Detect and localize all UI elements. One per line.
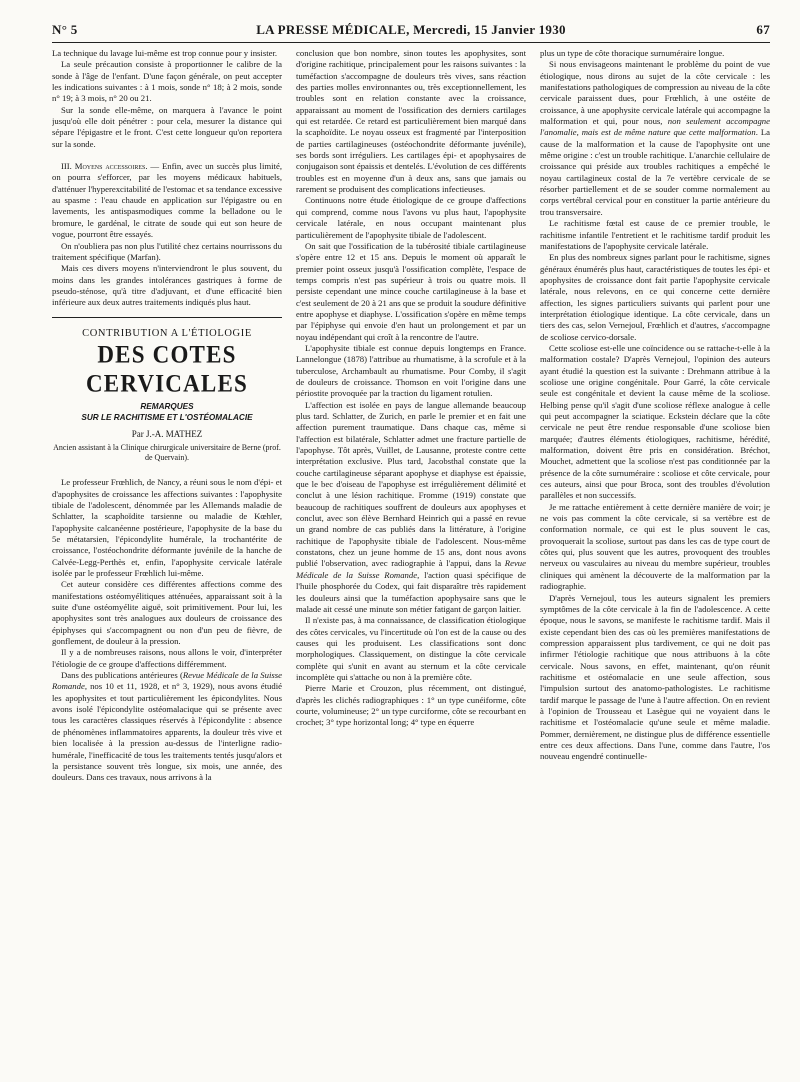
article-subtitle: SUR LE RACHITISME ET L'OSTÉOMALACIE — [81, 412, 253, 422]
paragraph: Cette scoliose est-elle une coïncidence ou se rattache-t-elle à la malformation costale? D'après Vernejoul, l'opinion des auteurs ayant étudié la question est la suivante : Drehmann attribue à la scoliose une origine congénitale. Pour Garré, la côte cervicale seule est congénitale et devient la cause même de la scoliose. Helbing pense qu'il s'agit d'une scoliose réflexe analogue à celle qui peut accompagner la sciatique. Eckstein déclare que la côte cervicale ne peut être rendue responsable d'une scoliose bien marquée; d'autres éléments étiologiques, rachitisme, hérédité, malformation, doivent être pris en considération. Bréchot, Mouchet, admettent que la scoliose n'est pas conditionnée par la présence de la côte surnuméraire : scoliose et côte cervicale, pour ces auteurs, ainsi que pour Broca, sont des troubles d'évolution parallèles et non successifs. — [540, 342, 770, 501]
article-subtitle: REMARQUES — [140, 401, 194, 411]
paragraph — [52, 161, 282, 240]
paragraph: conclusion que bon nombre, sinon toutes les apophysites, sont d'origine rachitique, principalement pour les raisons suivantes : la tuméfaction s'accompagne de douleurs très vives, sans réaction des parties molles environnantes ou, très exceptionnellement, les troubles sont en relation constante avec la croissance, apparaissant au moment de l'ossification des derniers cartilages qui est retardée. Ce retard est particulièrement bien marqué dans la scaphoïdite. Le noyau osseux est fragmenté par l'interposition de parties cartilagineuses (ostéochondrite déformante juvénile), ses bords sont irréguliers. Les cartilages épi- et apophysaires de conjugaison sont épaissis et dentelés. L'évolution de ces différents troubles est en moyenne d'un à deux ans, sans que jamais ou rarement se produisent des complications infectieuses. — [296, 48, 526, 195]
paragraph: Le professeur Frœhlich, de Nancy, a réuni sous le nom d'épi- et d'apophysites de croissance les affections suivantes : l'apophysite tibiale de l'adolescent, dénommée par les Allemands maladie de Schlatter, la scaphoïdite tarsienne ou maladie de Kœhler, l'apophysite calcanéenne postérieure, l'apophysite de la base du 5e métatarsien, l'épicondylite humérale, la trochantérite de croissance, l'ostéochondrite déformante juvénile de la hanche de Calvée-Legg-Perthès et, enfin, l'apophysite cervicale latérale isolée par le professeur Frœhlich lui-même. — [52, 477, 282, 578]
paragraph: Le rachitisme fœtal est cause de ce premier trouble, le rachitisme infantile l'entretient et le rachitisme tardif produit les manifestations de l'apophysite cervicale latérale. — [540, 218, 770, 251]
paragraph: La seule précaution consiste à proportionner le calibre de la sonde à l'âge de l'enfant. D'une façon générale, on peut accepter les indications suivantes : à 1 mois, sonde n° 18; à 2 mois, sonde n° 19; à 3 mois, n° 20 ou 21. — [52, 59, 282, 104]
paragraph-text: Si nous envisageons maintenant le problème du point de vue étiologique, nous dirons au sujet de la côte cervicale : les manifestations pathologiques de compression au niveau de la côte cervicale paraissent dues, pour Frœhlich, à une ostéite de croissance, à une apophysite cervicale latérale qui accompagne la malformation et qui, pour nous, — [540, 59, 770, 127]
column-2 — [296, 48, 526, 1078]
author-affiliation: Ancien assistant à la Clinique chirurgicale universitaire de Berne (prof. de Quervain). — [53, 443, 281, 463]
paragraph: Je me rattache entièrement à cette dernière manière de voir; je ne vois pas comment la côte cervicale, si sa vertèbre est de conformation normale, ce qui est le plus souvent le cas, provoquerait la scoliose, surtout pas dans les cas de type court de côtes qui, plus souvent que les autres, provoquent des troubles nerveux ou vasculaires au niveau du membre supérieur, troubles cliniques qui amènent la découverte de la malformation par la radiographie. — [540, 501, 770, 592]
emphasis: non seulement accompagne l'anomalie, mais est de même nature que cette malformation — [540, 116, 770, 138]
article-kicker: CONTRIBUTION A L'ÉTIOLOGIE — [82, 327, 252, 339]
paragraph-text: . La cause de la malformation et la cause de l'apophysite ont une même origine : c'est un trouble rachitique. L'anarchie cellulaire de croissance qui préside aux troubles rachitiques a empêché le noyau cartilagineux costal de la 7e vertèbre cervicale de se résorber partiellement et de se souder comme normalement au corps vertébral cervical pour en constituer la partie antérieure du trou transversaire. — [540, 127, 770, 217]
paragraph: L'apophysite tibiale est connue depuis longtemps en France. Lannelongue (1878) l'attribue au rhumatisme, à la scrofule et à la tuberculose, Archambault au rhumatisme. Pour Comby, il s'agit de douleurs de croissance. Thomson en voit l'origine dans une périostite provoquée par la traction du ligament rotulien. — [296, 342, 526, 399]
paragraph-text: L'affection est isolée en pays de langue allemande beaucoup plus tard. Schlatter, de Zurich, en parle le premier et en fait une affection purement traumatique. Dans chaque cas, même si l'affection est bilatérale, Schlatter admet une fracture partielle de l'apophyse. Tôt après, Vuillet, de Lausanne, proteste contre cette interprétation exclusive. Plus tard, Jacobsthal constate que la couche cartilagineuse séparant apophyse et diaphyse est épaissie, que le bec d'oiseau de l'apophyse est irrégulièrement délimité et conclut à une lésion rachitique. Fromme (1919) constate que beaucoup de rachitiques souffrent de douleurs aux apophyses et conclut, avec son élève Bernhard Heinrich qui a passé en revue un grand nombre de cas publiés dans la littérature, à l'origine rachitique de l'apophysite tibiale de l'adolescent. Nous-même constatons, chez un jeune homme de 15 ans, dont nous avons publié l'observation, avec radiographie à l'appui, dans la — [296, 399, 526, 569]
paragraph-text: — Enfin, avec un succès plus limité, on pourra s'efforcer, par les moyens médicaux habituels, d'atténuer l'hyperexcitabilité de l'estomac et sa tendance excessive au spasme : l'eau chaude en application sur l'épigastre ou en lavements, les antispasmodiques comme la belladone ou le bromure, le gardénal, le citrate de soude qui eut son heure de vogue, pourront être essayés. — [52, 161, 282, 240]
journal-title: LA PRESSE MÉDICALE, Mercredi, 15 Janvier 1930 — [256, 22, 566, 37]
paragraph: Continuons notre étude étiologique de ce groupe d'affections qui comprend, comme nous l'avons vu plus haut, l'apophysite cervicale latérale, en nous occupant maintenant plus particulièrement de l'apophysite tibiale de l'adolescent. — [296, 195, 526, 240]
paragraph: Cet auteur considère ces différentes affections comme des manifestations ostéomyélitiques atténuées, apparaissant soit à la suite d'une ostéomyélite aiguë, soit primitivement. Pour lui, les apophysites sont très analogues aux douleurs de croissance des épiphyses qui s'accompagnent ou non d'un peu de fièvre, de gonflement, de douleur à la pression. — [52, 579, 282, 647]
paragraph: Il y a de nombreuses raisons, nous allons le voir, d'interpréter l'étiologie de ce groupe d'affections différemment. — [52, 647, 282, 669]
paragraph: En plus des nombreux signes parlant pour le rachitisme, signes généraux énumérés plus haut, caractéristiques de toutes les épi- et apophysites de croissance dont fait partie l'apophysite cervicale latérale, nous relevons, en ce qui concerne cette dernière affection, les signes particuliers suivants qui parlent pour une interprétation étiologique identique. La côte cervicale, dans un tiers des cas, selon Vernejoul, Frœhlich et d'autres, s'accompagne de scoliose cervico-dorsale. — [540, 252, 770, 342]
paragraph — [296, 400, 526, 616]
paragraph: On sait que l'ossification de la tubérosité tibiale cartilagineuse s'opère entre 12 et 15 ans. Depuis le moment où apparaît le premier point osseux jusqu'à l'ossification complète, l'espace de temps compris n'est pas supérieur à trois ou quatre mois. Il persiste cependant une mince couche cartilagineuse à la base et c'est seulement de 20 à 21 ans que se produit la soudure définitive entre apophyse et diaphyse. L'ossification s'opère en même temps par l'épiphyse qui envoie d'en haut un prolongement et par un noyau indépendant qui croît à la rencontre de l'autre. — [296, 240, 526, 342]
paragraph: Mais ces divers moyens n'interviendront le plus souvent, du moins dans les grandes intolérances gastriques à forme de pseudo-sténose, qu'à titre d'adjuvant, et d'une efficacité bien inférieure aux deux autres traitements indiqués plus haut. — [52, 263, 282, 308]
citation: Revue Médicale de la Suisse Romande — [296, 558, 526, 580]
paragraph: plus un type de côte thoracique surnuméraire longue. — [540, 48, 725, 58]
article-author: Par J.-A. MATHEZ — [131, 428, 203, 439]
paragraph-text: , nos 10 et 11, 1928, et n° 3, 1929), nous avons étudié les apophysites et tout particulièrement les épicondylites. Nous avons isolé l'épicondylite ostéomalacique qui se présente avec tous les caractères classiques réservés à l'épicondylite : absence de phénomènes inflammatoires apparents, la douleur très vive et bien localisée à la pression au-dessus de l'interligne radio-humérale, l'inefficacité de tous les traitements tentés jusqu'alors et la persistance souvent très longue, six mois, une année, des douleurs. Dans ces travaux, nous arrivons à la — [52, 681, 282, 783]
paragraph — [540, 59, 770, 218]
citation: Revue Médicale de la Suisse Romande — [52, 670, 282, 692]
paragraph: D'après Vernejoul, tous les auteurs signalent les premiers symptômes de la côte cervicale à la fin de l'adolescence. A cette époque, nous le savons, se manifeste le rachitisme tardif. Mais il existe cependant bien des cas où les premières manifestations de compression apparaissent plus tardivement, ce qui ne doit pas infirmer l'étiologie rachitique que nous attribuons à la côte cervicale. Nous savons, en effet, maintenant, qu'on réunit rachitisme et ostéomalacie en une seule affection, sous l'impulsion surtout des anatomo-pathologistes. Le rachitisme tardif marque le passage de l'une à l'autre affection. On en revient à l'opinion de Trousseau et Lasègue qui ne voyaient dans le rachitisme et l'ostéomalacie qu'une seule et même maladie. Pommer, dernièrement, ne distingue plus de différence essentielle entre ces deux affections. Dans l'une, comme dans l'autre, l'os nouveau engendré continuelle- — [540, 592, 770, 762]
paragraph: Sur la sonde elle-même, on marquera à l'avance le point jusqu'où elle doit pénétrer : pour cela, mesurer la distance qui sépare l'épigastre et le front. C'est cette longueur qu'on reportera sur la sonde. — [52, 104, 282, 149]
header-rule — [52, 42, 770, 43]
paragraph — [52, 670, 282, 783]
column-1 — [52, 48, 282, 1078]
page-header — [52, 22, 770, 40]
paragraph: La technique du lavage lui-même est trop connue pour y insister. — [52, 48, 278, 58]
paragraph-text: , l'action quasi spécifique de l'huile phosphorée du Codex, qui fait disparaître très rapidement les douleurs ainsi que la tuméfaction apophysaire sans que le malade ait cessé une minute son métier fatigant de garçon laitier. — [296, 569, 526, 614]
section-heading: III. Moyens accessoires. — [61, 161, 148, 172]
issue-number: N° 5 — [52, 22, 78, 37]
paragraph-text: Dans des publications antérieures ( — [61, 670, 183, 681]
paragraph: On n'oubliera pas non plus l'utilité chez certains nourrissons du traitement spécifique (Marfan). — [52, 240, 282, 262]
paragraph: Il n'existe pas, à ma connaissance, de classification étiologique des côtes cervicales, vu l'incertitude où l'on est de la cause ou des causes qui les produisent. Les classifications sont donc morphologiques. Classiquement, on distingue la côte cervicale complète qui s'unit en avant au sternum et la côte cervicale incomplète qui s'attache ou non à la première côte. — [296, 615, 526, 682]
article-title: DES COTES CERVICALES — [85, 339, 248, 397]
paragraph: Pierre Marie et Crouzon, plus récemment, ont distingué, d'après les clichés radiographiques : 1° un type cunéiforme, côte courte, volumineuse; 2° un type curciforme, côte se recourbant en crochet; 3° type horizontal long; 4° type en équerre — [296, 683, 526, 728]
page-number: 67 — [756, 22, 770, 37]
article-separator — [52, 317, 282, 318]
column-3 — [540, 48, 770, 1078]
